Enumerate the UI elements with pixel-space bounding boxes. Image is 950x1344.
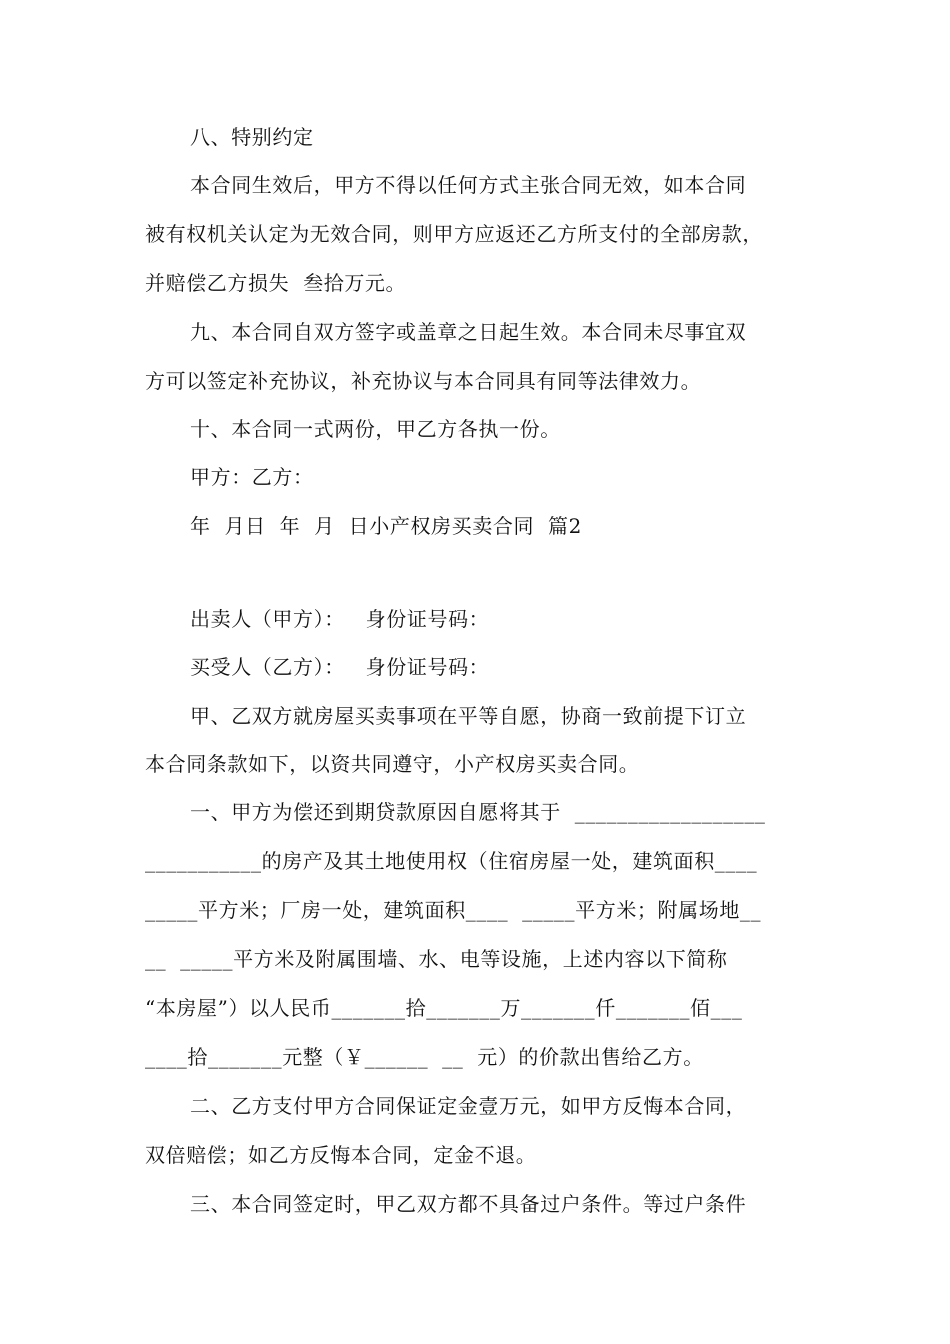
seller-line: 出卖人（甲方）： 身份证号码：	[190, 607, 490, 631]
paragraph-line: 本合同生效后，甲方不得以任何方式主张合同无效，如本合同	[190, 173, 747, 197]
paragraph-line: _____平方米；厂房一处，建筑面积____ _____平方米；附属场地__	[145, 898, 762, 922]
paragraph-line: 并赔偿乙方损失 叁拾万元。	[145, 271, 407, 295]
paragraph-line: ____拾_______元整（￥______ __ 元）的价款出售给乙方。	[145, 1045, 704, 1069]
paragraph-line: 二、乙方支付甲方合同保证定金壹万元，如甲方反悔本合同，	[190, 1094, 747, 1118]
paragraph-line: 十、本合同一式两份，甲乙方各执一份。	[190, 417, 561, 441]
signature-line: 甲方：乙方：	[190, 465, 314, 489]
paragraph-line: 双倍赔偿；如乙方反悔本合同，定金不退。	[145, 1143, 537, 1167]
paragraph-line: 三、本合同签定时，甲乙双方都不具备过户条件。等过户条件	[190, 1192, 747, 1216]
paragraph-line: 甲、乙双方就房屋买卖事项在平等自愿，协商一致前提下订立	[190, 704, 747, 728]
buyer-line: 买受人（乙方）： 身份证号码：	[190, 655, 490, 679]
date-title-line: 年 月日 年 月 日小产权房买卖合同 篇2	[190, 514, 582, 538]
paragraph-line: 本合同条款如下，以资共同遵守，小产权房买卖合同。	[145, 752, 640, 776]
paragraph-line: 被有权机关认定为无效合同，则甲方应返还乙方所支付的全部房款，	[145, 222, 763, 246]
paragraph-line: 方可以签定补充协议，补充协议与本合同具有同等法律效力。	[145, 369, 702, 393]
paragraph-line: 九、本合同自双方签字或盖章之日起生效。本合同未尽事宜双	[190, 320, 747, 344]
section-heading: 八、特别约定	[190, 125, 314, 149]
paragraph-line: “本房屋”）以人民币_______拾_______万_______仟_______佰___	[145, 996, 743, 1020]
paragraph-line: ___________的房产及其土地使用权（住宿房屋一处，建筑面积____	[145, 849, 758, 873]
paragraph-line: __ _____平方米及附属围墙、水、电等设施，上述内容以下简称	[145, 947, 728, 971]
paragraph-line: 一、甲方为偿还到期贷款原因自愿将其于 __________________	[190, 800, 766, 824]
